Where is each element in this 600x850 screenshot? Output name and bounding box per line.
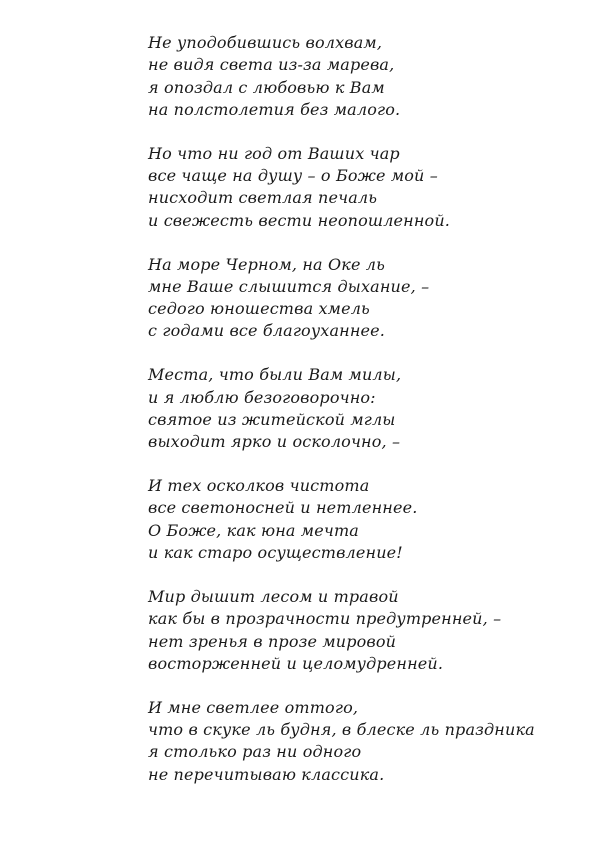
poem-line: с годами все благоуханнее. — [148, 321, 385, 341]
stanza-5 — [148, 475, 588, 564]
poem-line: и свежесть вести неопошленной. — [148, 210, 451, 230]
poem-line: выходит ярко и осколочно, – — [148, 432, 401, 452]
stanza-7 — [148, 697, 588, 786]
stanza-3 — [148, 254, 588, 343]
poem-line: на полстолетия без малого. — [148, 99, 401, 119]
poem-line: седого юношества хмель — [148, 299, 370, 319]
poem-line: все чаще на душу – о Боже мой – — [148, 166, 438, 186]
stanza-4 — [148, 364, 588, 453]
poem-line: Не уподобившись волхвам, — [148, 33, 383, 52]
stanza-2 — [148, 143, 588, 232]
poem-line: мне Ваше слышится дыхание, – — [148, 276, 430, 296]
poem-line: О Боже, как юна мечта — [148, 520, 359, 540]
stanza-1 — [148, 32, 588, 121]
poem-line: не перечитываю классика. — [148, 764, 385, 784]
poem-line: не видя света из-за марева, — [148, 55, 395, 75]
poem-line: нет зренья в прозе мировой — [148, 631, 397, 651]
poem-line: На море Черном, на Оке ль — [148, 254, 385, 274]
poem-line: как бы в прозрачности предутренней, – — [148, 609, 502, 629]
poem-line: что в скуке ль будня, в блеске ль праздника — [148, 719, 535, 739]
poem-line: И мне светлее оттого, — [148, 697, 359, 717]
poem-line: и я люблю безоговорочно: — [148, 387, 376, 407]
poem-line: и как старо осуществление! — [148, 543, 403, 563]
poem-line: И тех осколков чистота — [148, 476, 370, 496]
poem-line: Но что ни год от Ваших чар — [148, 143, 400, 163]
poem-line: Места, что были Вам милы, — [148, 365, 402, 385]
stanza-6 — [148, 586, 588, 675]
poem-text — [148, 32, 588, 786]
poem-line: восторженней и целомудренней. — [148, 653, 444, 673]
poem-line: я столько раз ни одного — [148, 742, 362, 762]
poem-line: я опоздал с любовью к Вам — [148, 77, 385, 97]
poem-line: нисходит светлая печаль — [148, 188, 378, 208]
poem-line: все светоносней и нетленнее. — [148, 498, 418, 518]
poem-line: Мир дышит лесом и травой — [148, 586, 399, 606]
poem-line: святое из житейской мглы — [148, 409, 396, 429]
